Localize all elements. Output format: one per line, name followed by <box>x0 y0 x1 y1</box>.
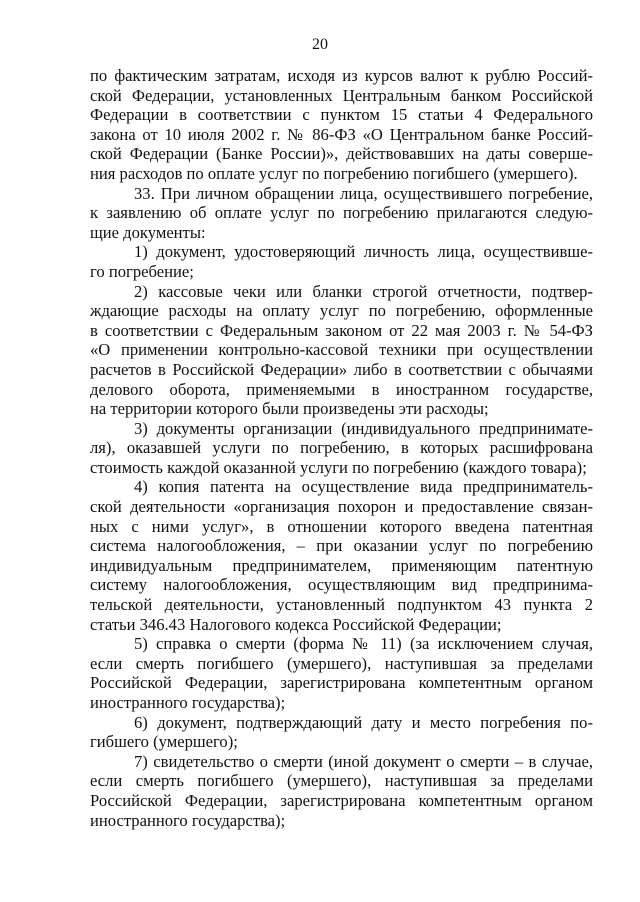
text-line: стоимость каждой оказанной услуги по погребению (каждого товара); <box>90 457 587 477</box>
text-line: 5) справка о смерти (форма № 11) (за исключением случая, <box>134 634 593 654</box>
text-line: ля), оказавшей услуги по погребению, в которых расшифрована <box>90 438 593 458</box>
text-line: расчетов в Российской Федерации» либо в соответствии с обычаями <box>90 359 593 379</box>
text-line: 33. При личном обращении лица, осуществившего погребение, <box>134 183 593 203</box>
text-line: систему налогообложения, осуществляющим вид предпринима- <box>90 575 593 595</box>
text-line: на территории которого были произведены эти расходы; <box>90 399 489 419</box>
text-line: 7) свидетельство о смерти (иной документ о смерти – в случае, <box>134 751 593 771</box>
text-line: ской Федерации (Банке России)», действовавших на даты соверше- <box>90 144 593 164</box>
text-line: делового оборота, применяемыми в иностранном государстве, <box>90 379 593 399</box>
text-line: «О применении контрольно-кассовой техники при осуществлении <box>90 340 593 360</box>
page-number: 20 <box>312 36 328 53</box>
text-line: система налогообложения, – при оказании услуг по погребению <box>90 536 593 556</box>
text-line: гибшего (умершего); <box>90 732 238 752</box>
text-line: иностранного государства); <box>90 693 286 712</box>
text-line: ния расходов по оплате услуг по погребению погибшего (умершего). <box>90 163 578 183</box>
text-line: Российской Федерации, зарегистрирована компетентным органом <box>90 673 593 693</box>
text-line: по фактическим затратам, исходя из курсов валют к рублю Россий- <box>90 66 593 85</box>
text-line: Федерации в соответствии с пунктом 15 статьи 4 Федерального <box>90 105 593 125</box>
text-line: 3) документы организации (индивидуального предпринимате- <box>134 418 593 438</box>
text-line: 1) документ, удостоверяющий личность лица, осуществивше- <box>134 242 593 262</box>
text-line: к заявлению об оплате услуг по погребению прилагаются следую- <box>90 203 593 223</box>
text-line: если смерть погибшего (умершего), наступившая за пределами <box>90 771 593 791</box>
text-line: ской деятельности «организация похорон и предоставление связан- <box>90 497 593 517</box>
text-line: 4) копия патента на осуществление вида предприниматель- <box>134 477 593 497</box>
text-line: щие документы: <box>90 222 206 242</box>
text-line: ждающие расходы на оплату услуг по погребению, оформленные <box>90 301 593 321</box>
text-line: закона от 10 июля 2002 г. № 86-ФЗ «О Центральном банке Россий- <box>90 124 593 144</box>
document-body <box>90 66 593 830</box>
text-line: статьи 346.43 Налогового кодекса Российской Федерации; <box>90 614 502 634</box>
text-line: индивидуальным предпринимателем, применяющим патентную <box>90 555 593 575</box>
text-line: ных с ними услуг», в отношении которого введена патентная <box>90 516 593 536</box>
text-line: 6) документ, подтверждающий дату и место погребения по- <box>134 712 593 732</box>
text-line: тельской деятельности, установленный подпунктом 43 пункта 2 <box>90 595 593 615</box>
text-line: в соответствии с Федеральным законом от 22 мая 2003 г. № 54-ФЗ <box>90 320 593 340</box>
text-line: ской Федерации, установленных Центральным банком Российской <box>90 85 593 105</box>
text-line: Российской Федерации, зарегистрирована компетентным органом <box>90 790 593 810</box>
text-line: если смерть погибшего (умершего), наступившая за пределами <box>90 653 593 673</box>
text-line: го погребение; <box>90 261 194 281</box>
text-line: 2) кассовые чеки или бланки строгой отчетности, подтвер- <box>134 281 593 301</box>
text-line: иностранного государства); <box>90 810 286 830</box>
